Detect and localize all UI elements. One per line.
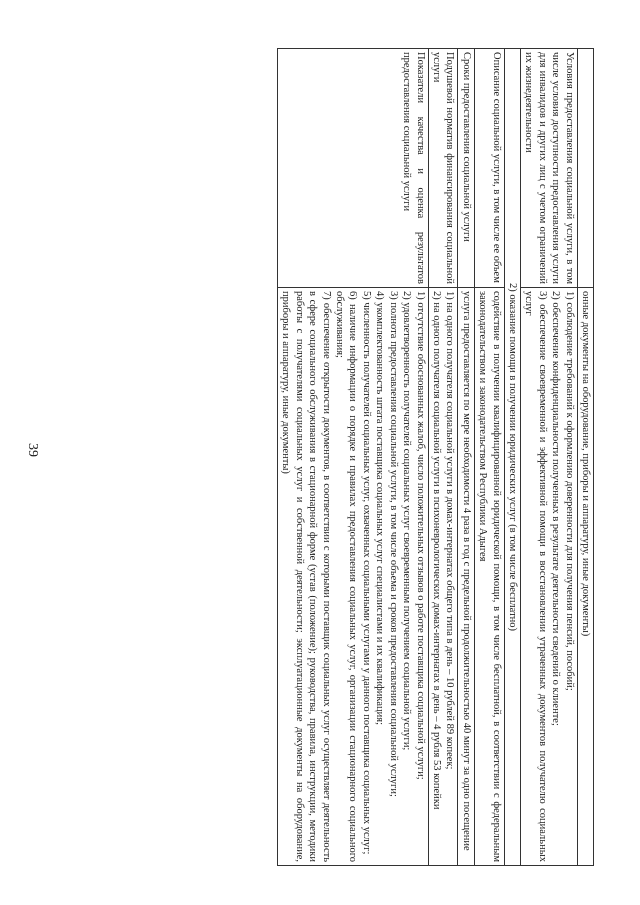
row-value-text: услуга предоставляется по мере необходимости 4 раза в год с предельной продолжительностью 40 минут за одно посещение <box>460 291 472 851</box>
row-label-text: Показатели качества и оценка результатов предоставления социальной услуги <box>401 52 426 284</box>
row-label-cell <box>577 49 593 288</box>
table-row <box>428 49 458 866</box>
row-value-text: 1) на одного получателя социальной услуги в домах-интернатах общего типа в день – 10 рублей 89 копеек; <box>444 291 456 770</box>
row-value-cell <box>577 288 593 866</box>
row-value-text: 6) наличие информации о порядке и правилах предоставления социальных услуг, организации стационарного социального обслуживания; <box>334 291 359 862</box>
table-row <box>520 49 577 866</box>
row-value-text: 3) полнота предоставления социальной услуги, в том числе объема и сроков предоставления социальной услуги; <box>387 291 399 797</box>
row-value-cell <box>278 288 428 866</box>
services-table-body <box>278 49 594 866</box>
row-value-text: онные документы на оборудование, приборы и аппаратуру, иные документы) <box>580 291 591 637</box>
row-label-cell <box>474 49 504 288</box>
row-label-cell <box>428 49 458 288</box>
table-row <box>577 49 593 866</box>
table-row <box>458 49 474 866</box>
row-label-text: Подушевой норматив финансирования социальной услуги <box>430 52 456 284</box>
table-row <box>474 49 504 866</box>
row-value-text: 2) удовлетворенность получателей социальных услуг своевременным получением социальной услуги; <box>401 291 413 751</box>
row-label-text: Сроки предоставления социальной услуги <box>460 52 472 242</box>
table-row <box>278 49 428 866</box>
row-value-text: 2) на одного получателя социальной услуги в психоневрологических домах-интернатах в день – 4 рубля 53 копейки <box>430 291 442 810</box>
row-label-cell <box>278 49 428 288</box>
row-label-text: Описание социальной услуги, в том числе ее объем <box>490 52 502 283</box>
row-value-text: 5) численность получателей социальных услуг, охваченных социальными услугами у данного поставщика социальных услуг; <box>360 291 372 855</box>
row-value-cell <box>458 288 474 866</box>
services-table <box>277 48 594 866</box>
row-value-text: 7) обеспечение открытости документов, в соответствии с которыми поставщик социальных услуг осуществляет деятельность в сфере социального обслуживания в стационарной форме (устав (положение); руководства, правила, инструкции, методики работы с получателями социальных услуг и собственной деятельности; эксплуатационные документы на оборудование, приборы и аппаратуру, иные документы) <box>280 291 332 862</box>
row-value-text: 3) обеспечение своевременной и эффективной помощи в восстановлении утраченных документов получателю социальных услуг <box>523 291 548 862</box>
row-label-text: Условия предоставления социальной услуги, в том числе условия доступности предоставления услуги для инвалидов и других лиц с учетом ограничений их жизнедеятельности <box>523 52 575 284</box>
row-value-text: 1) соблюдение требований к оформлению доверенности для получения пенсий, пособий; <box>563 291 575 691</box>
row-label-cell <box>458 49 474 288</box>
row-value-cell <box>428 288 458 866</box>
row-value-text: 1) отсутствие обоснованных жалоб, число положительных отзывов о работе поставщика социальной услуги; <box>414 291 426 780</box>
row-value-text: 4) укомплектованность штата поставщика социальных услуг специалистами и их квалификация; <box>374 291 386 726</box>
row-value-cell <box>520 288 577 866</box>
row-value-text: содействие в получении квалифицированной юридической помощи, в том числе бесплатной, в соответствии с федеральным законодательством и законодательством Республики Адыгея <box>477 291 502 862</box>
page-number: 39 <box>25 443 40 457</box>
row-label-cell <box>520 49 577 288</box>
table-section-row <box>504 49 520 866</box>
row-value-text: 2) обеспечение конфиденциальности полученных в результате деятельности сведений о клиенте; <box>550 291 562 726</box>
section-title: 2) оказание помощи в получении юридических услуг (в том числе бесплатно) <box>504 49 520 866</box>
rotated-page-content <box>54 48 594 866</box>
row-value-cell <box>474 288 504 866</box>
